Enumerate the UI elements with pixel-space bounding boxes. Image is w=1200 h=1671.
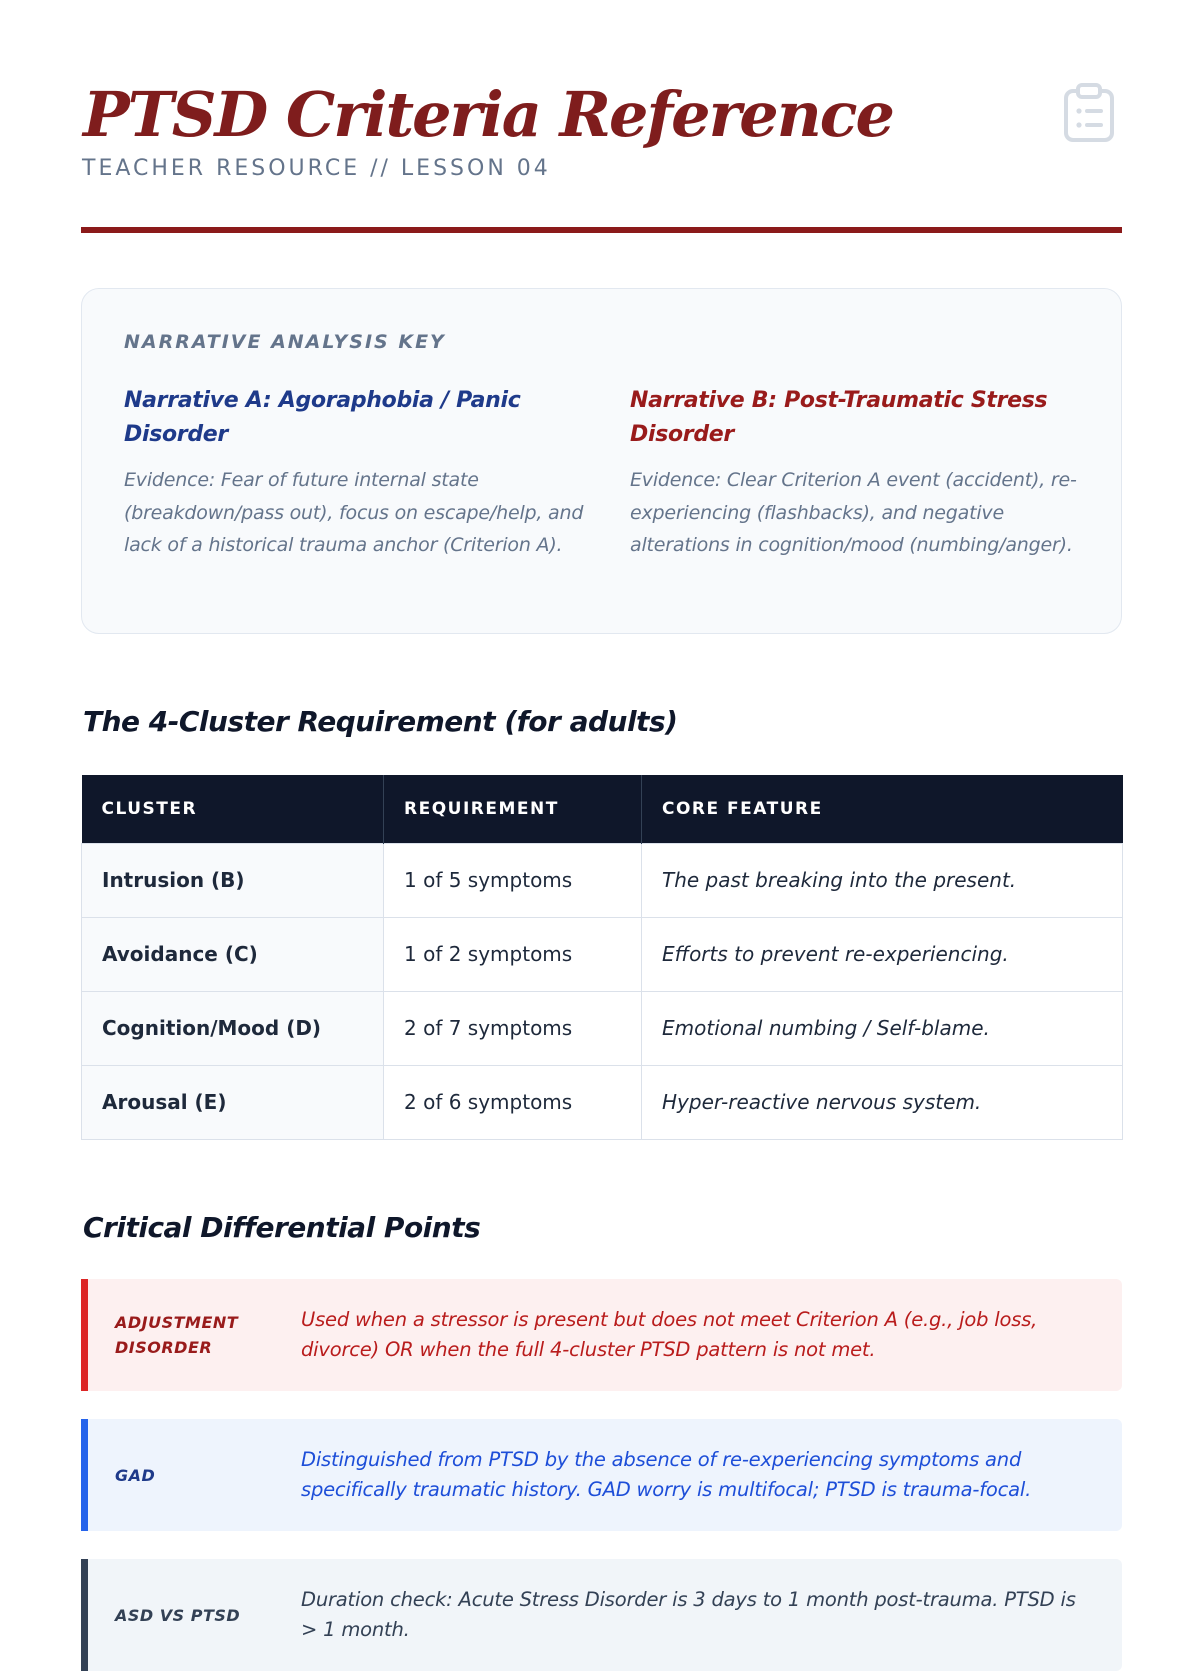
differential-card-asd bbox=[81, 1559, 1122, 1671]
differential-card-gad bbox=[81, 1419, 1122, 1531]
differential-section-title: Critical Differential Points bbox=[83, 1211, 481, 1244]
table-row bbox=[82, 917, 1123, 991]
differential-text: Duration check: Acute Stress Disorder is 3 days to 1 month post-trauma. PTSD is > 1 month. bbox=[301, 1588, 1076, 1641]
page bbox=[81, 0, 1122, 1641]
cluster-name: Cognition/Mood (D) bbox=[82, 991, 384, 1065]
page-header bbox=[81, 0, 1122, 236]
cluster-core-feature: Hyper-reactive nervous system. bbox=[642, 1065, 1123, 1139]
narrative-a bbox=[124, 384, 594, 562]
column-header-core-feature: CORE FEATURE bbox=[642, 775, 1123, 843]
differential-label: ADJUSTMENT DISORDER bbox=[115, 1313, 239, 1357]
narrative-a-heading: Narrative A: Agoraphobia / Panic Disorder bbox=[124, 388, 521, 447]
cluster-requirement: 2 of 7 symptoms bbox=[384, 991, 642, 1065]
table-row bbox=[82, 843, 1123, 917]
cluster-core-feature: The past breaking into the present. bbox=[642, 843, 1123, 917]
table-row bbox=[82, 1065, 1123, 1139]
cluster-name: Avoidance (C) bbox=[82, 917, 384, 991]
table-header-row bbox=[82, 775, 1123, 843]
narrative-b-heading: Narrative B: Post-Traumatic Stress Disorder bbox=[630, 388, 1048, 447]
cluster-requirement: 1 of 2 symptoms bbox=[384, 917, 642, 991]
narrative-b bbox=[630, 384, 1090, 562]
clipboard-list-icon bbox=[1063, 83, 1115, 143]
differential-label: ASD VS PTSD bbox=[115, 1605, 241, 1625]
header-divider bbox=[81, 227, 1122, 233]
column-header-requirement: REQUIREMENT bbox=[384, 775, 642, 843]
cluster-core-feature: Efforts to prevent re-experiencing. bbox=[642, 917, 1123, 991]
differential-label: GAD bbox=[115, 1465, 156, 1485]
page-subtitle: TEACHER RESOURCE // LESSON 04 bbox=[82, 156, 551, 181]
narrative-key-label: NARRATIVE ANALYSIS KEY bbox=[124, 331, 446, 353]
cluster-core-feature: Emotional numbing / Self-blame. bbox=[642, 991, 1123, 1065]
column-header-cluster: CLUSTER bbox=[82, 775, 384, 843]
differential-text: Distinguished from PTSD by the absence of re-experiencing symptoms and specifically traumatic history. GAD worry is multifocal; PTSD is trauma-focal. bbox=[301, 1448, 1032, 1501]
differential-card-adjustment bbox=[81, 1279, 1122, 1391]
narrative-a-evidence: Evidence: Fear of future internal state (breakdown/pass out), focus on escape/help, and lack of a historical trauma anchor (Criterion A). bbox=[124, 469, 584, 556]
cluster-table bbox=[81, 775, 1123, 1140]
page-title: PTSD Criteria Reference bbox=[83, 78, 893, 151]
cluster-name: Intrusion (B) bbox=[82, 843, 384, 917]
cluster-section-title: The 4-Cluster Requirement (for adults) bbox=[83, 705, 678, 738]
narrative-analysis-key bbox=[81, 288, 1122, 634]
card-accent-bar bbox=[81, 1279, 88, 1391]
cluster-name: Arousal (E) bbox=[82, 1065, 384, 1139]
card-accent-bar bbox=[81, 1559, 88, 1671]
cluster-requirement: 2 of 6 symptoms bbox=[384, 1065, 642, 1139]
differential-text: Used when a stressor is present but does not meet Criterion A (e.g., job loss, divorce) OR when the full 4-cluster PTSD pattern is not met. bbox=[301, 1308, 1038, 1361]
narrative-b-evidence: Evidence: Clear Criterion A event (accident), re-experiencing (flashbacks), and negative alterations in cognition/mood (numbing/anger). bbox=[630, 469, 1077, 556]
table-row bbox=[82, 991, 1123, 1065]
cluster-requirement: 1 of 5 symptoms bbox=[384, 843, 642, 917]
card-accent-bar bbox=[81, 1419, 88, 1531]
